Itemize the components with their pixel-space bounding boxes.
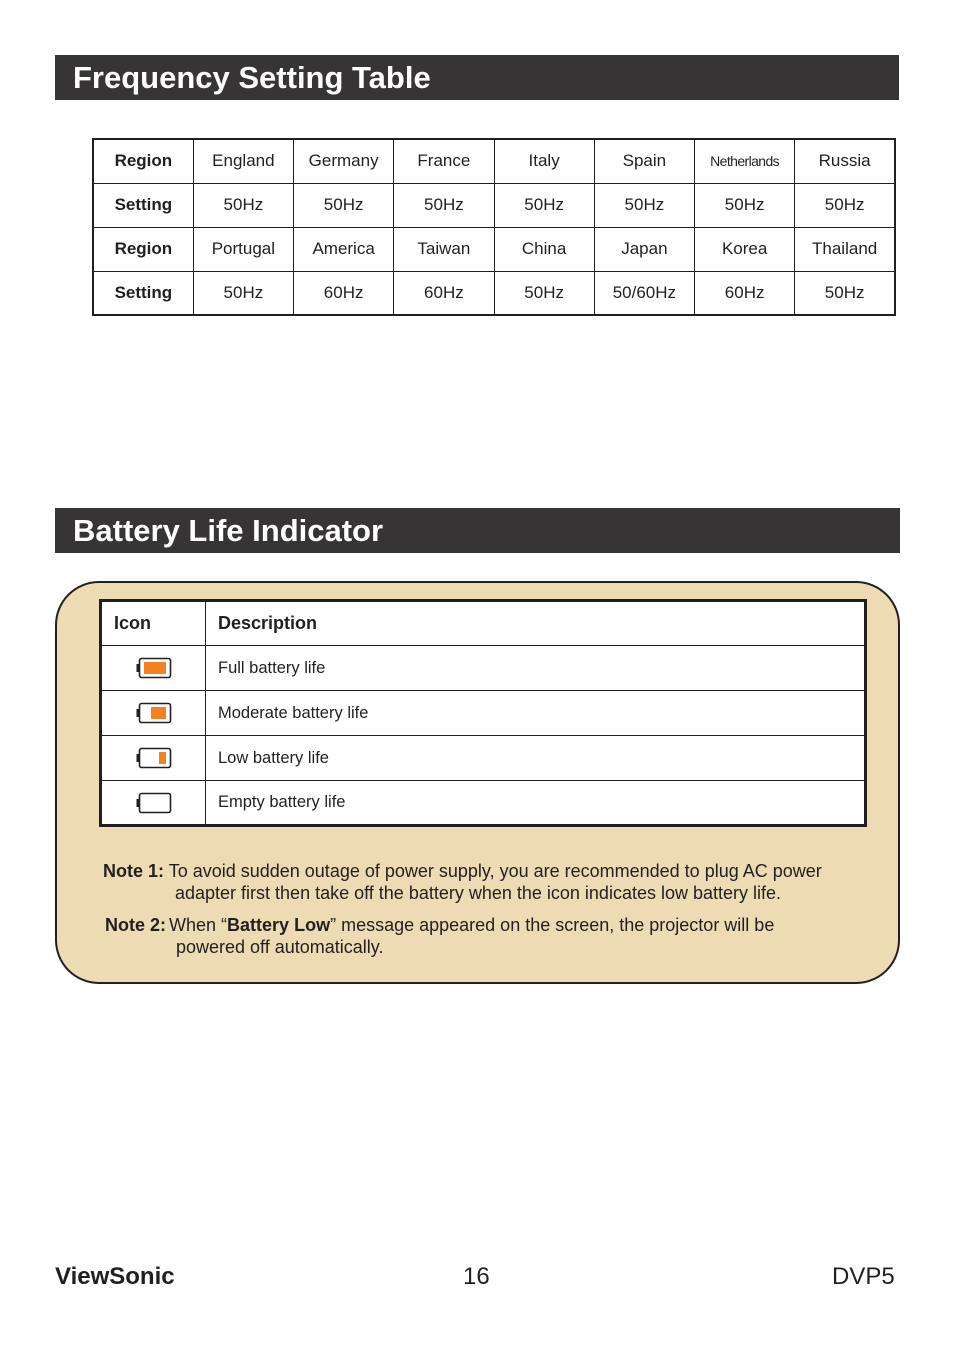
battery-table-header — [101, 601, 866, 646]
frequency-cell: Italy — [494, 139, 594, 183]
frequency-cell: France — [394, 139, 494, 183]
frequency-cell: 50/60Hz — [594, 271, 694, 315]
frequency-row-header: Region — [93, 227, 193, 271]
description-header: Description — [206, 601, 866, 646]
frequency-row-header: Region — [93, 139, 193, 183]
battery-info-box — [55, 581, 900, 984]
frequency-cell: 50Hz — [494, 271, 594, 315]
frequency-cell: 50Hz — [795, 183, 895, 227]
frequency-cell: 50Hz — [795, 271, 895, 315]
battery-icon-cell — [101, 646, 206, 691]
battery-table — [99, 599, 867, 827]
brand-name: ViewSonic — [55, 1263, 175, 1290]
frequency-row — [93, 227, 895, 271]
battery-description: Low battery life — [206, 736, 866, 781]
frequency-table — [92, 138, 896, 316]
frequency-cell: 50Hz — [594, 183, 694, 227]
note-1-text: To avoid sudden outage of power supply, you are recommended to plug AC power — [164, 861, 822, 881]
frequency-cell: 60Hz — [695, 271, 795, 315]
frequency-row — [93, 183, 895, 227]
frequency-cell: England — [193, 139, 293, 183]
frequency-cell: Thailand — [795, 227, 895, 271]
battery-row — [101, 781, 866, 826]
frequency-cell: Germany — [294, 139, 394, 183]
note-1-text-line2: adapter first then take off the battery when the icon indicates low battery life. — [175, 883, 782, 903]
battery-icon-cell — [101, 691, 206, 736]
frequency-row-header: Setting — [93, 183, 193, 227]
frequency-cell: 50Hz — [695, 183, 795, 227]
note-1-label: Note 1: — [103, 861, 165, 881]
battery-section-title: Battery Life Indicator — [55, 508, 900, 553]
frequency-cell: 50Hz — [193, 271, 293, 315]
frequency-row-header: Setting — [93, 271, 193, 315]
frequency-cell: 60Hz — [294, 271, 394, 315]
frequency-cell: 50Hz — [494, 183, 594, 227]
frequency-cell: Netherlands — [695, 139, 795, 183]
battery-row — [101, 646, 866, 691]
note-2-label: Note 2: — [105, 915, 167, 935]
note-2-text-line2: powered off automatically. — [176, 937, 384, 957]
model-name: DVP5 — [832, 1263, 895, 1290]
frequency-cell: Taiwan — [394, 227, 494, 271]
frequency-row — [93, 271, 895, 315]
battery-icon-cell — [101, 736, 206, 781]
page-number: 16 — [463, 1263, 490, 1290]
battery-icon-cell — [101, 781, 206, 826]
note-2 — [105, 914, 895, 958]
battery-row — [101, 691, 866, 736]
frequency-cell: China — [494, 227, 594, 271]
frequency-cell: Portugal — [193, 227, 293, 271]
frequency-cell: 50Hz — [193, 183, 293, 227]
frequency-cell: 60Hz — [394, 271, 494, 315]
battery-low-icon — [136, 747, 172, 769]
note-2-emphasis: Battery Low — [227, 915, 331, 935]
frequency-cell: America — [294, 227, 394, 271]
battery-description: Moderate battery life — [206, 691, 866, 736]
frequency-cell: Spain — [594, 139, 694, 183]
battery-row — [101, 736, 866, 781]
battery-description: Empty battery life — [206, 781, 866, 826]
note-2-text: When “ — [169, 915, 228, 935]
note-2-text-rest: ” message appeared on the screen, the projector will be — [330, 915, 775, 935]
frequency-row — [93, 139, 895, 183]
battery-description: Full battery life — [206, 646, 866, 691]
frequency-cell: 50Hz — [294, 183, 394, 227]
frequency-cell: Korea — [695, 227, 795, 271]
frequency-cell: Russia — [795, 139, 895, 183]
battery-full-icon — [136, 657, 172, 679]
frequency-section-title: Frequency Setting Table — [55, 55, 899, 100]
battery-empty-icon — [136, 792, 172, 814]
icon-header: Icon — [101, 601, 206, 646]
battery-moderate-icon — [136, 702, 172, 724]
frequency-cell: 50Hz — [394, 183, 494, 227]
frequency-cell: Japan — [594, 227, 694, 271]
note-1 — [103, 860, 893, 904]
